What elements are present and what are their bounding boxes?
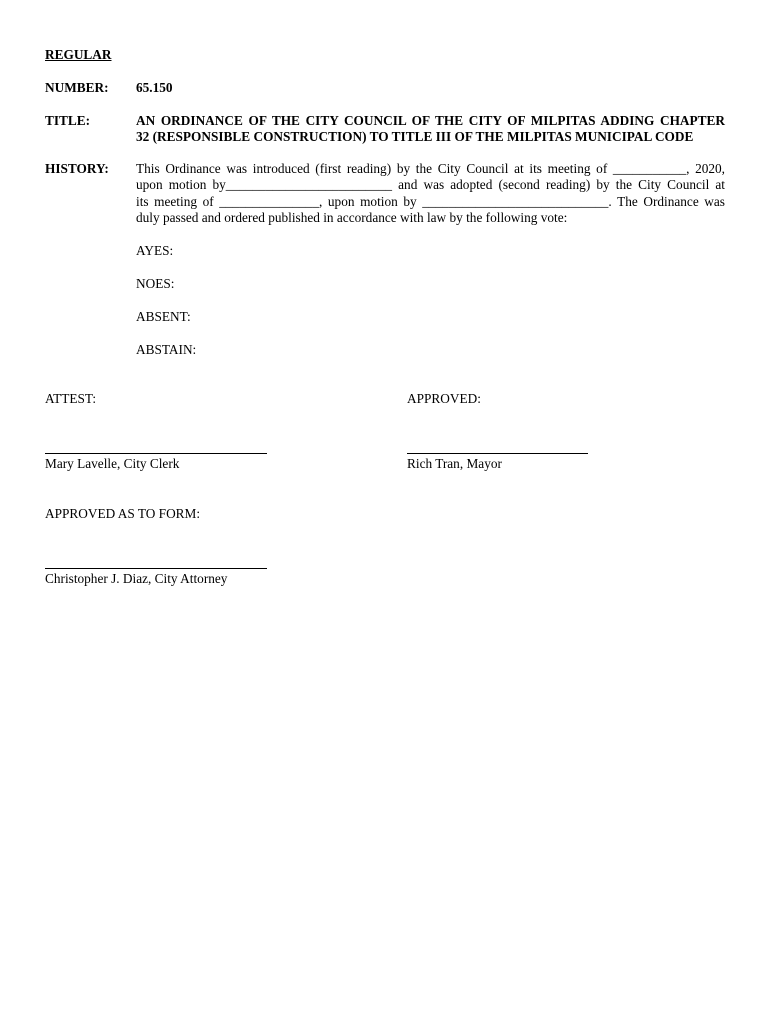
number-value: 65.150 xyxy=(136,80,173,95)
approved-as-to-form-label: APPROVED AS TO FORM: xyxy=(45,506,201,521)
document-type-heading: REGULAR xyxy=(45,47,112,62)
attest-label: ATTEST: xyxy=(45,391,97,406)
history-line-1: This Ordinance was introduced (first reading) by the City Council at its meeting of ___________, 2020, xyxy=(136,161,725,176)
vote-ayes-label: AYES: xyxy=(136,243,174,258)
vote-abstain-label: ABSTAIN: xyxy=(136,342,197,357)
title-label: TITLE: xyxy=(45,113,91,128)
city-attorney-signature-line xyxy=(45,568,267,569)
vote-absent-label: ABSENT: xyxy=(136,309,191,324)
mayor-signature-line xyxy=(407,453,588,454)
title-line-2: 32 (RESPONSIBLE CONSTRUCTION) TO TITLE III OF THE MILPITAS MUNICIPAL CODE xyxy=(136,129,694,144)
vote-noes-label: NOES: xyxy=(136,276,175,291)
history-line-3: its meeting of _______________, upon motion by ____________________________. The Ordinance was xyxy=(136,194,725,209)
city-clerk-name: Mary Lavelle, City Clerk xyxy=(45,456,180,471)
mayor-name: Rich Tran, Mayor xyxy=(407,456,502,471)
history-line-2: upon motion by_________________________ and was adopted (second reading) by the City Council at xyxy=(136,177,725,192)
approved-label: APPROVED: xyxy=(407,391,481,406)
history-label: HISTORY: xyxy=(45,161,109,176)
title-line-1: AN ORDINANCE OF THE CITY COUNCIL OF THE CITY OF MILPITAS ADDING CHAPTER xyxy=(136,113,725,128)
city-attorney-name: Christopher J. Diaz, City Attorney xyxy=(45,571,228,586)
number-label: NUMBER: xyxy=(45,80,109,95)
city-clerk-signature-line xyxy=(45,453,267,454)
history-line-4: duly passed and ordered published in accordance with law by the following vote: xyxy=(136,210,568,225)
